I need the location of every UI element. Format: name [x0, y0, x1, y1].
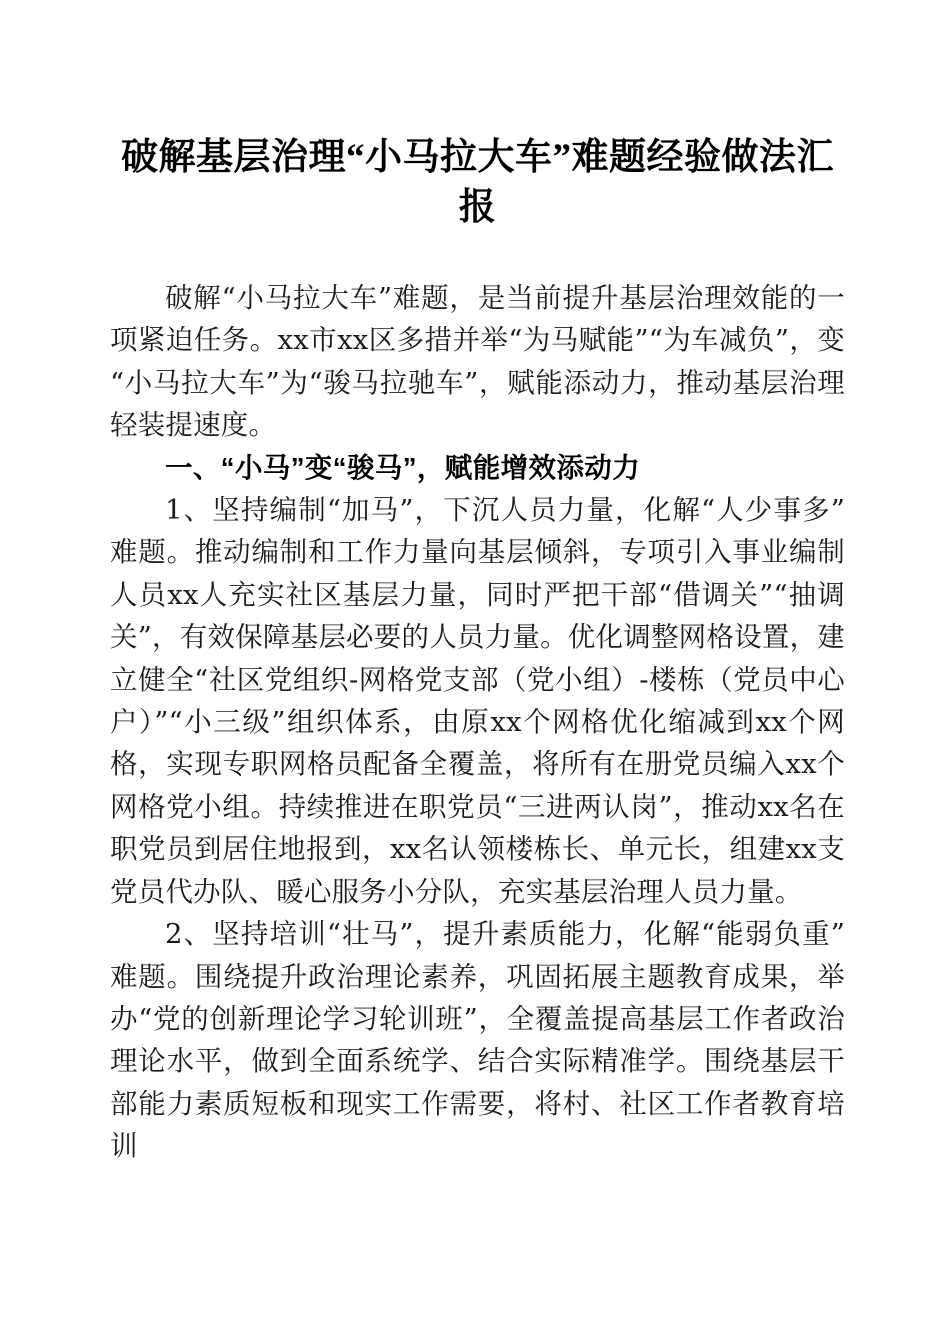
- page-title: 破解基层治理“小马拉大车”难题经验做法汇报: [121, 137, 834, 228]
- paragraph-item-2: 2、坚持培训“壮马”，提升素质能力，化解“能弱负重”难题。围绕提升政治理论素养，巩固拓展主题教育成果，举办“党的创新理论学习轮训班”，全覆盖提高基层工作者政治理论水平，做到全面系统学、结合实际精准学。围绕基层干部能力素质短板和现实工作需要，将村、社区工作者教育培训: [110, 918, 845, 1163]
- document-content: [110, 0, 845, 1168]
- paragraph-intro: 破解“小马拉大车”难题，是当前提升基层治理效能的一项紧迫任务。xx市xx区多措并举“为马赋能”“为车减负”，变“小马拉大车”为“骏马拉驰车”，赋能添动力，推动基层治理轻装提速度。: [110, 282, 845, 442]
- section-heading-1: 一、“小马”变“骏马”，赋能增效添动力: [165, 451, 641, 483]
- paragraph-item-1: 1、坚持编制“加马”，下沉人员力量，化解“人少事多”难题。推动编制和工作力量向基层倾斜，专项引入事业编制人员xx人充实社区基层力量，同时严把干部“借调关”“抽调关”，有效保障基层必要的人员力量。优化调整网格设置，建立健全“社区党组织-网格党支部（党小组）-楼栋（党员中心户）”“小三级”组织体系，由原xx个网格优化缩减到xx个网格，实现专职网格员配备全覆盖，将所有在册党员编入xx个网格党小组。持续推进在职党员“三进两认岗”，推动xx名在职党员到居住地报到，xx名认领楼栋长、单元长，组建xx支党员代办队、暖心服务小分队，充实基层治理人员力量。: [110, 494, 845, 908]
